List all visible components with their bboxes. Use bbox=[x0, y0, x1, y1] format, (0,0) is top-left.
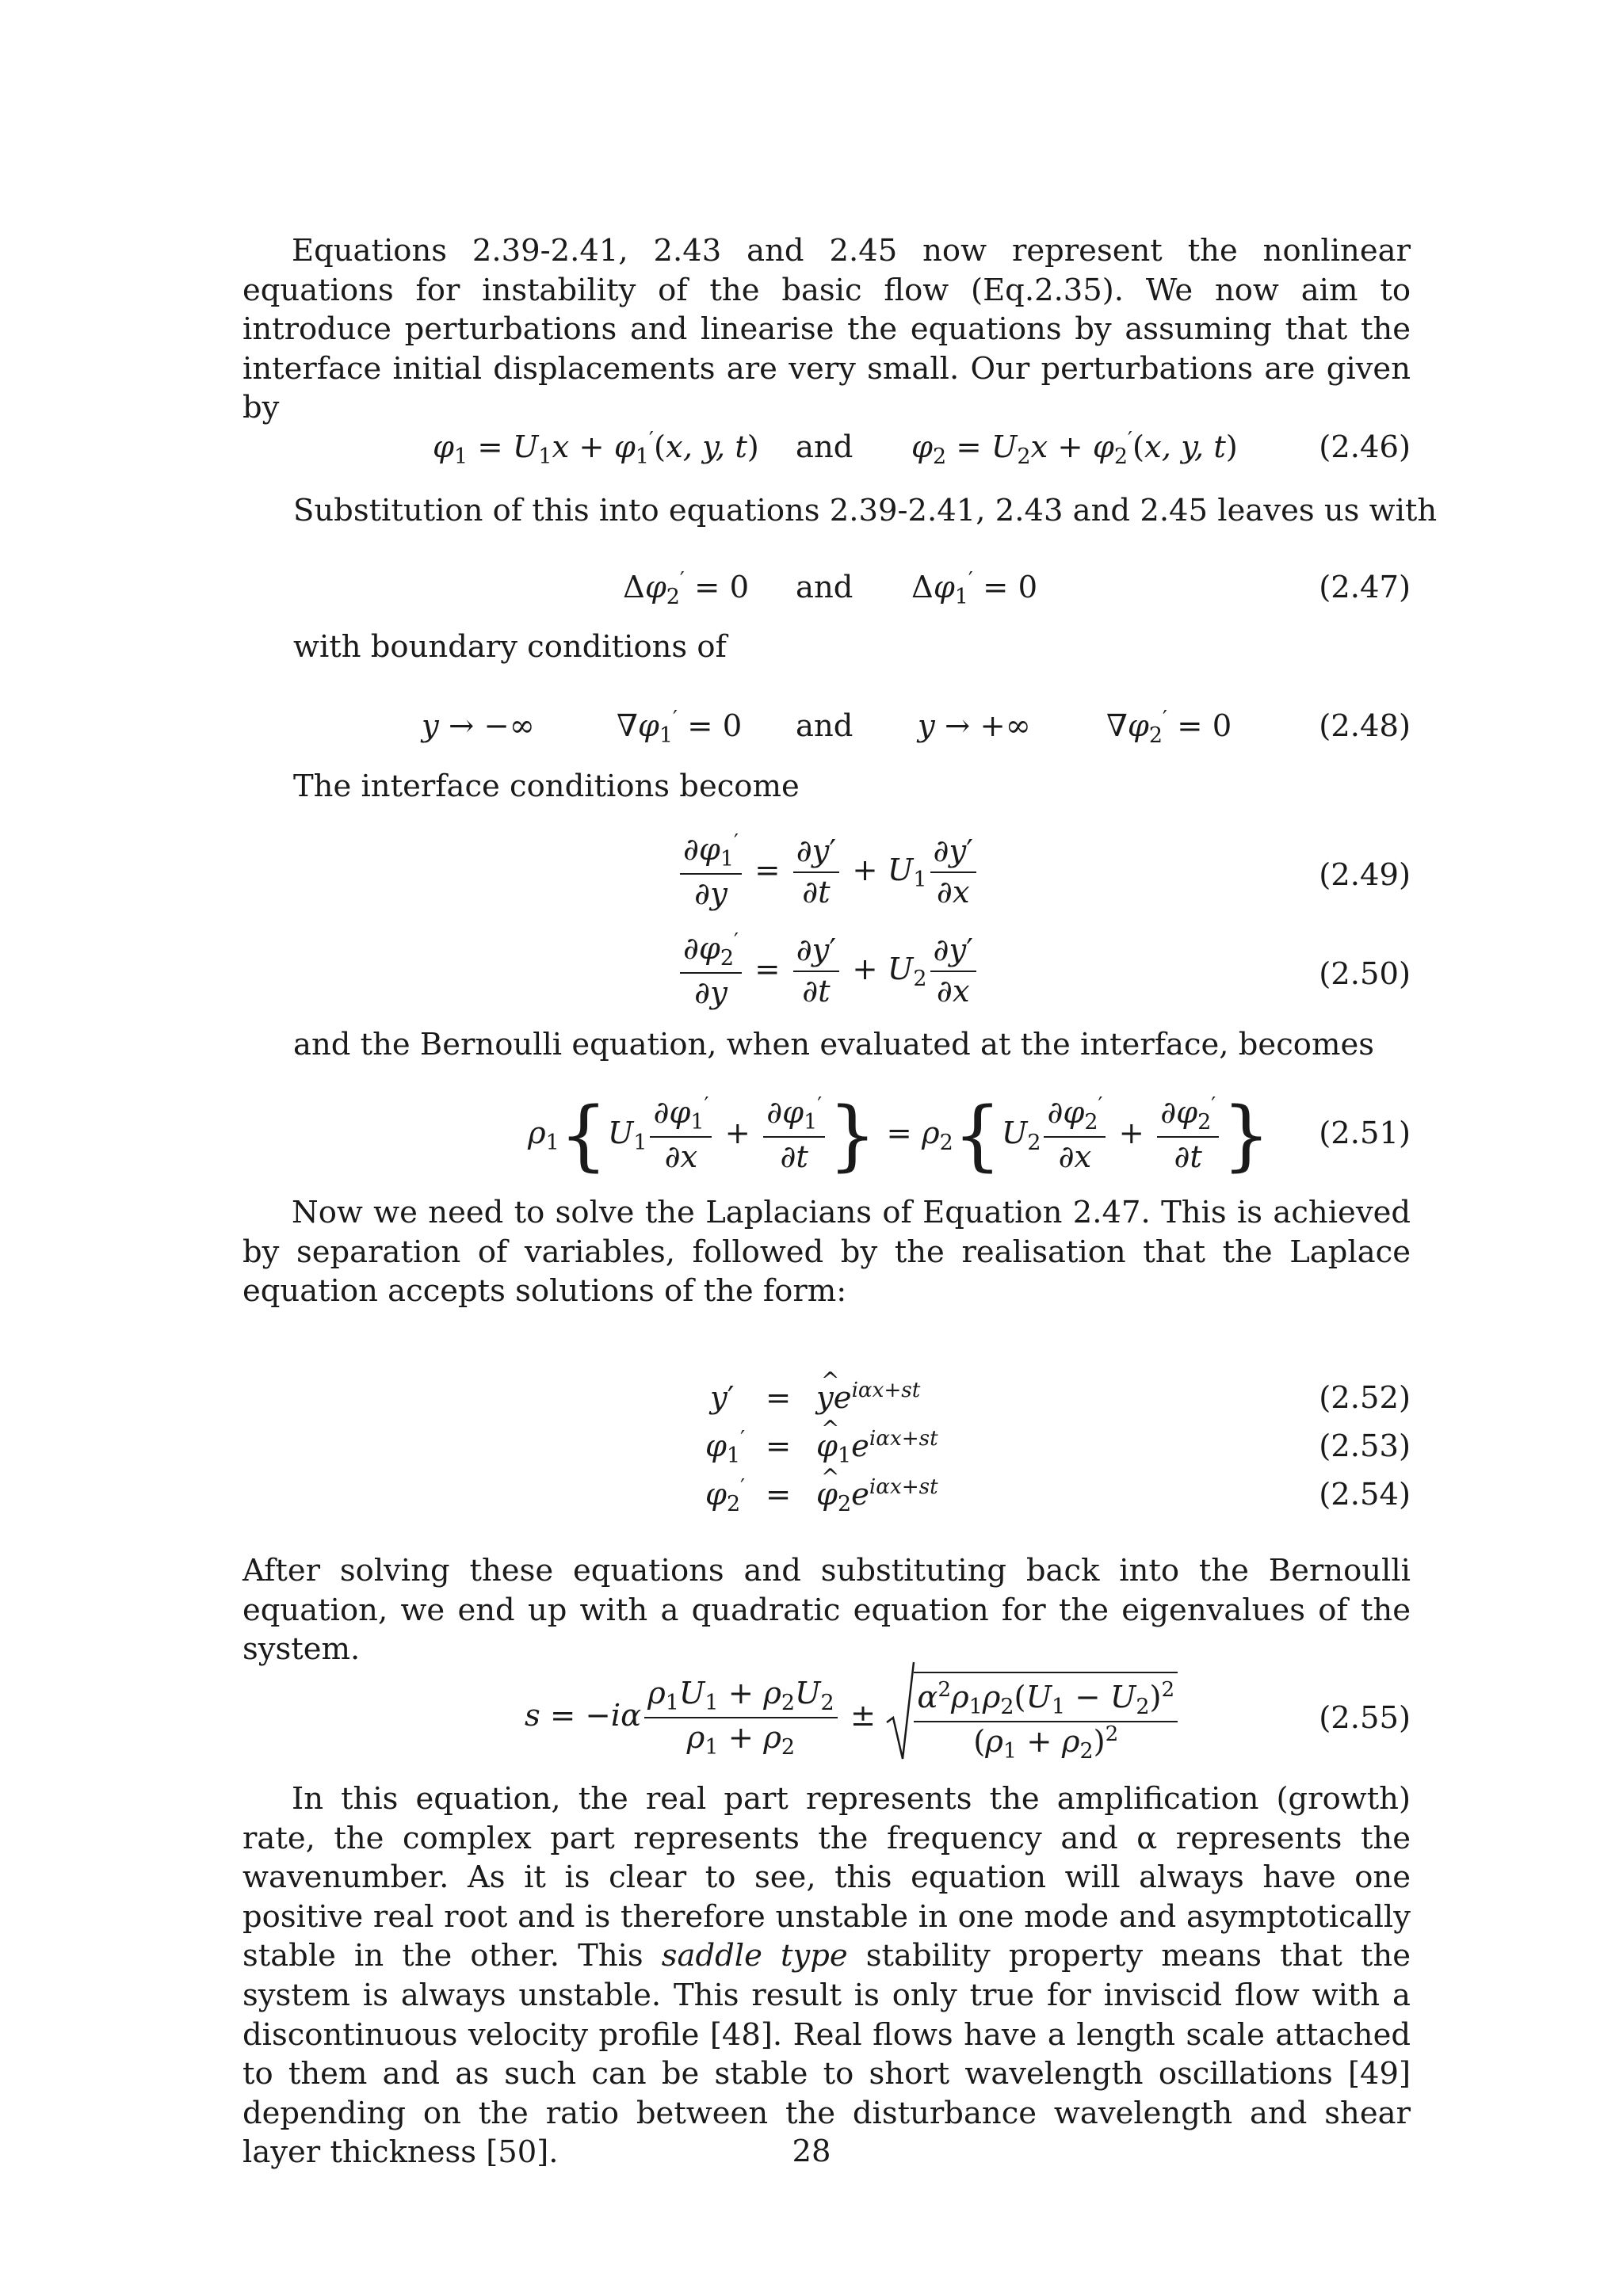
equation-2-48 bbox=[242, 707, 1411, 770]
paragraph-boundary: with boundary conditions of bbox=[293, 629, 727, 665]
eq-eigenvalue: s = −iα $\frac{\rho 1U1 + \rho 2U2}{\rho 1 + \rho 2}$ ± $\frac{\alpha^2\rho 1\rho 2(U1 - U2)^2}{(\rho 1 + \rho 2)^2}$ bbox=[525, 1672, 1178, 1764]
eq-equals: = bbox=[766, 1380, 792, 1416]
equation-number: (2.52) bbox=[1319, 1380, 1411, 1416]
eq-and-word: and bbox=[796, 708, 854, 744]
paragraph-laplacians: Now we need to solve the Laplacians of Equation 2.47. This is achieved by separation of variables, followed by the realisation that the Laplace equation accepts solutions of the form: bbox=[242, 1195, 1411, 1310]
eq-y-rhs: ^ $ye^{i\alpha x+st}$ bbox=[816, 1379, 920, 1421]
eq-grad-phi2: ∇φ2′ = 0 bbox=[1106, 706, 1232, 748]
eq-equals: = bbox=[766, 1477, 792, 1512]
eq-phi2-rhs: ^ $\varphi 2e^{i\alpha x+st}$ bbox=[816, 1475, 938, 1518]
sqrt-sign-icon bbox=[885, 1661, 917, 1762]
eq-phi1-rhs: ^ $\varphi 1e^{i\alpha x+st}$ bbox=[816, 1427, 938, 1470]
eq-phi2-lhs: φ2′ bbox=[705, 1474, 746, 1516]
eq-phi1-def: φ1 = U1x + φ1′(x, y, t) bbox=[433, 427, 759, 469]
equation-number: (2.47) bbox=[1319, 570, 1411, 605]
paragraph-substitution: Substitution of this into equations 2.39-2.41, 2.43 and 2.45 leaves us with bbox=[293, 493, 1438, 528]
paragraph-interpretation bbox=[242, 1779, 1411, 2172]
paragraph-interface: The interface conditions become bbox=[293, 769, 800, 804]
equation-2-55 bbox=[242, 1664, 1411, 1767]
eq-equals: = bbox=[766, 1428, 792, 1464]
interpretation-text-after: stability property means that the system is always unstable. This result is only true for inviscid flow with a discontinuous velocity profile [48]. Real flows have a length scale attached to them and as such can be stable to short wavelength oscillations [49] depending on the ratio between the disturbance wavelength and shear layer thickness [50]. bbox=[242, 1938, 1411, 2171]
equation-2-46 bbox=[242, 428, 1411, 491]
eq-y-plus-inf: y → +∞ bbox=[918, 708, 1031, 744]
equation-number: (2.53) bbox=[1319, 1428, 1411, 1464]
equation-2-49 bbox=[242, 832, 1411, 919]
eq-y-lhs: y′ bbox=[710, 1380, 735, 1416]
page-number: 28 bbox=[792, 2134, 831, 2169]
equation-2-50 bbox=[242, 931, 1411, 1018]
interpretation-text-before: In this equation, the real part represents the amplification (growth) rate, the complex part represents the frequency and α represents the wavenumber. As it is clear to see, this equation will always have one positive real root and is therefore unstable in one mode and asymptotically stable in the other. This bbox=[242, 1781, 1411, 1974]
sqrt-term: $\frac{\alpha^2\rho 1\rho 2(U1 - U2)^2}{(\rho 1 + \rho 2)^2}$ bbox=[885, 1672, 1178, 1764]
equation-number: (2.49) bbox=[1319, 857, 1411, 893]
eq-and-word: and bbox=[796, 570, 854, 605]
equation-number: (2.48) bbox=[1319, 708, 1411, 744]
equation-number: (2.51) bbox=[1319, 1116, 1411, 1151]
equation-number: (2.54) bbox=[1319, 1477, 1411, 1512]
eq-grad-phi1: ∇φ1′ = 0 bbox=[617, 706, 743, 748]
eq-bernoulli: ρ1{U1 $\frac{\partial\varphi 1'}{\partial x}$ + $\frac{\partial\varphi 1'}{\partial t}$ } = ρ2{U2 $\frac{\partial\varphi 2'}{\partial x}$ + $\frac{\partial\varphi 2'}{\partial t}$ } bbox=[528, 1091, 1271, 1180]
equation-2-47 bbox=[242, 568, 1411, 631]
eq-kinematic-2: $\frac{\partial\varphi 2'}{\partial y}$ = $\frac{\partial y'}{\partial t}$ + U2 $\frac{\partial y'}{\partial x}$ bbox=[677, 931, 980, 1012]
paragraph-quadratic: After solving these equations and substituting back into the Bernoulli equation, we end up with a quadratic equation for the eigenvalues of the system. bbox=[242, 1553, 1411, 1668]
equation-2-51 bbox=[242, 1090, 1411, 1180]
eq-laplace-phi1: Δφ1′ = 0 bbox=[911, 567, 1038, 609]
paragraph-bernoulli: and the Bernoulli equation, when evaluated at the interface, becomes bbox=[293, 1027, 1374, 1062]
equation-number: (2.50) bbox=[1319, 956, 1411, 992]
paragraph-intro: Equations 2.39-2.41, 2.43 and 2.45 now represent the nonlinear equations for instability of the basic flow (Eq.2.35). We now aim to introduce perturbations and linearise the equations by assuming that the interface initial displacements are very small. Our perturbations are given by bbox=[242, 233, 1411, 426]
eq-phi2-def: φ2 = U2x + φ2′(x, y, t) bbox=[911, 427, 1238, 469]
eq-y-minus-inf: y → −∞ bbox=[422, 708, 535, 744]
eq-laplace-phi2: Δφ2′ = 0 bbox=[623, 567, 750, 609]
eq-kinematic-1: $\frac{\partial\varphi 1'}{\partial y}$ = $\frac{\partial y'}{\partial t}$ + U1 $\frac{\partial y'}{\partial x}$ bbox=[677, 832, 980, 913]
eq-and-word: and bbox=[796, 429, 854, 465]
emphasis-saddle-type: saddle type bbox=[661, 1938, 848, 1974]
eq-phi1-lhs: φ1′ bbox=[705, 1426, 746, 1468]
equation-number: (2.46) bbox=[1319, 429, 1411, 465]
equation-number: (2.55) bbox=[1319, 1700, 1411, 1736]
equation-2-54 bbox=[242, 1475, 1411, 1515]
